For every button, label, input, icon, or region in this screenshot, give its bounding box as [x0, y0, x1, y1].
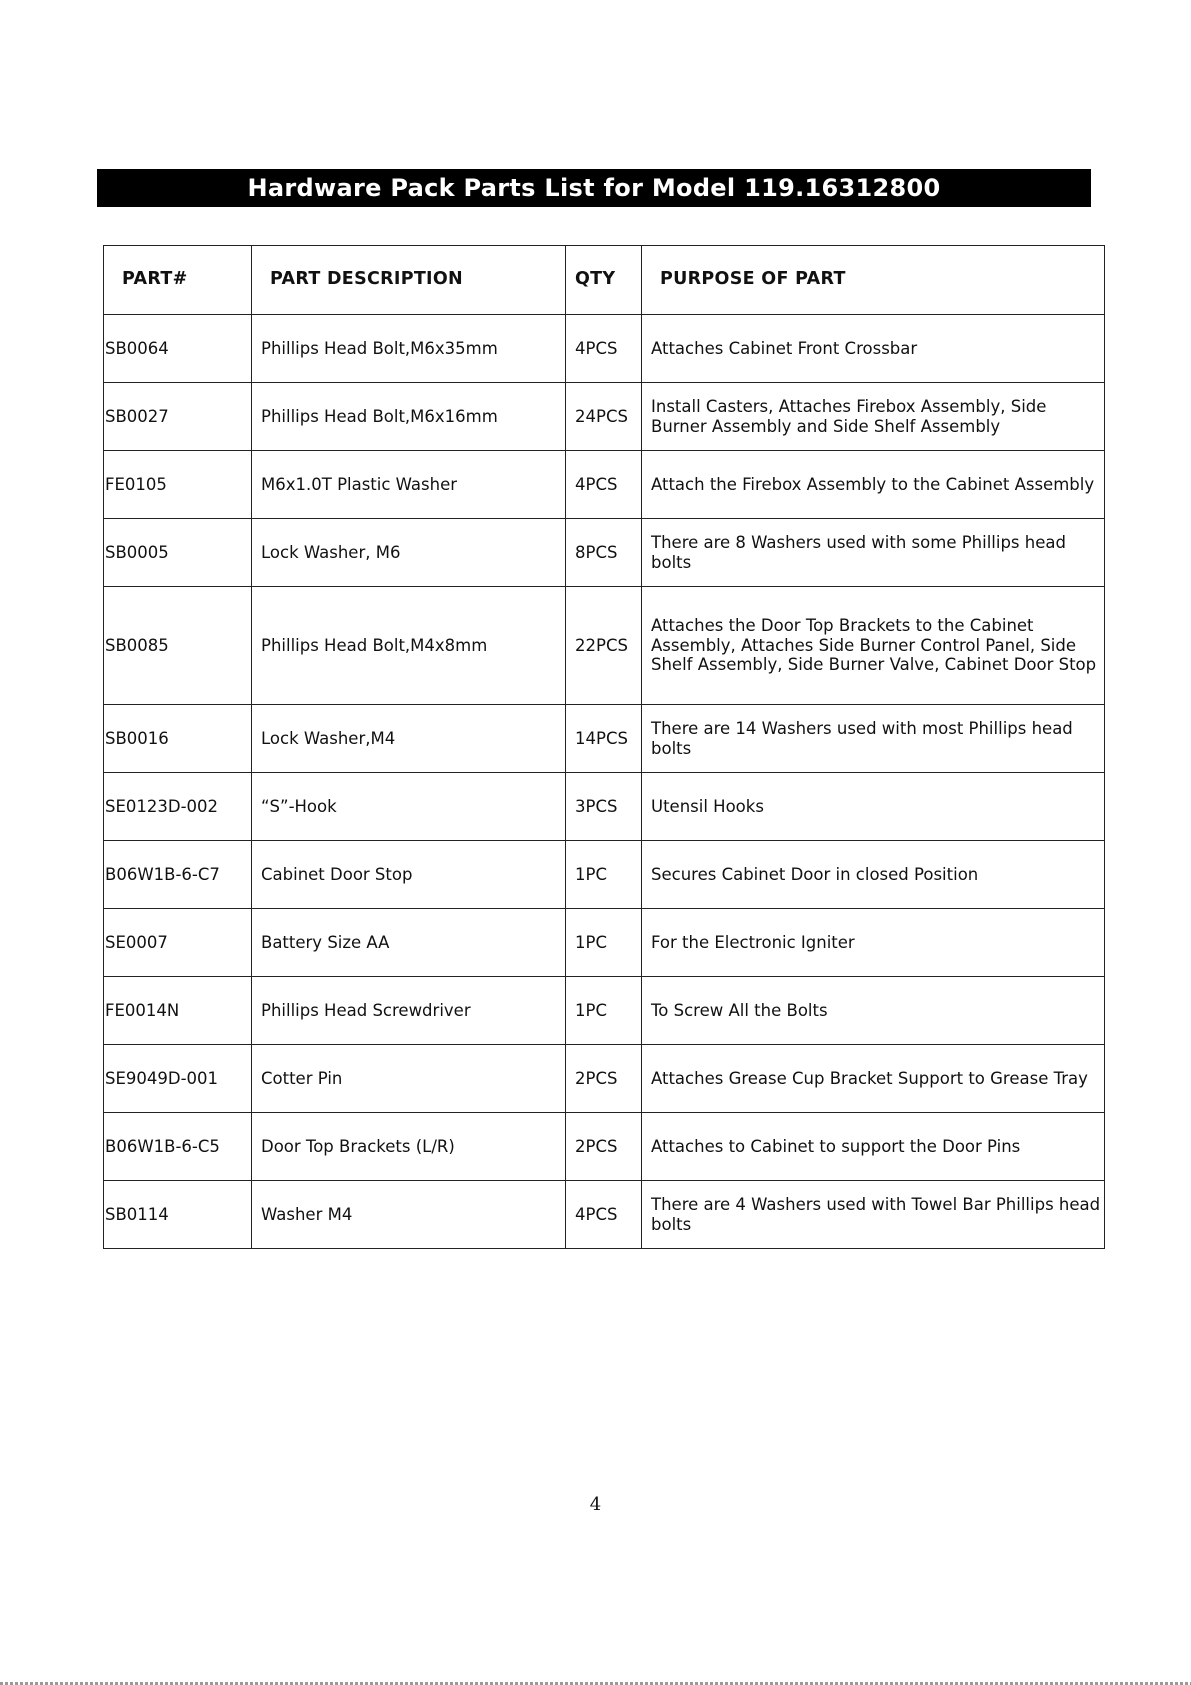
part-number: SB0016	[104, 705, 252, 773]
part-qty: 3PCS	[566, 773, 642, 841]
part-purpose: Attaches the Door Top Brackets to the Cabinet Assembly, Attaches Side Burner Control Panel, Side Shelf Assembly, Side Burner Valve, Cabinet Door Stop	[642, 587, 1105, 705]
part-number: SE0123D-002	[104, 773, 252, 841]
part-purpose: Secures Cabinet Door in closed Position	[642, 841, 1105, 909]
part-number: SB0085	[104, 587, 252, 705]
part-number: B06W1B-6-C7	[104, 841, 252, 909]
part-description: Cabinet Door Stop	[252, 841, 566, 909]
part-qty: 14PCS	[566, 705, 642, 773]
part-number: B06W1B-6-C5	[104, 1113, 252, 1181]
part-purpose: There are 4 Washers used with Towel Bar Phillips head bolts	[642, 1181, 1105, 1249]
part-purpose: Attach the Firebox Assembly to the Cabinet Assembly	[642, 451, 1105, 519]
part-description: Phillips Head Screwdriver	[252, 977, 566, 1045]
part-qty: 2PCS	[566, 1045, 642, 1113]
part-qty: 4PCS	[566, 1181, 642, 1249]
table-header-row	[104, 246, 1105, 315]
part-number: SB0064	[104, 315, 252, 383]
part-description: Lock Washer, M6	[252, 519, 566, 587]
part-number: FE0014N	[104, 977, 252, 1045]
part-purpose: Install Casters, Attaches Firebox Assembly, Side Burner Assembly and Side Shelf Assembly	[642, 383, 1105, 451]
part-description: Phillips Head Bolt,M6x35mm	[252, 315, 566, 383]
part-purpose: To Screw All the Bolts	[642, 977, 1105, 1045]
part-qty: 22PCS	[566, 587, 642, 705]
part-qty: 1PC	[566, 841, 642, 909]
part-number: SE0007	[104, 909, 252, 977]
part-purpose: Attaches Grease Cup Bracket Support to Grease Tray	[642, 1045, 1105, 1113]
table-row	[104, 773, 1105, 841]
part-purpose: There are 14 Washers used with most Phillips head bolts	[642, 705, 1105, 773]
parts-table	[103, 245, 1105, 1249]
part-purpose: Attaches to Cabinet to support the Door Pins	[642, 1113, 1105, 1181]
table-row	[104, 1045, 1105, 1113]
header-qty: QTY	[566, 246, 642, 315]
table-row	[104, 587, 1105, 705]
table-row	[104, 315, 1105, 383]
part-description: Phillips Head Bolt,M4x8mm	[252, 587, 566, 705]
part-purpose: Attaches Cabinet Front Crossbar	[642, 315, 1105, 383]
part-description: Washer M4	[252, 1181, 566, 1249]
part-qty: 4PCS	[566, 315, 642, 383]
table-row	[104, 705, 1105, 773]
header-purpose: PURPOSE OF PART	[642, 246, 1105, 315]
header-part-number: PART#	[104, 246, 252, 315]
header-part-description: PART DESCRIPTION	[252, 246, 566, 315]
table-row	[104, 383, 1105, 451]
table-row	[104, 519, 1105, 587]
part-number: SB0005	[104, 519, 252, 587]
document-title: Hardware Pack Parts List for Model 119.16312800	[97, 169, 1091, 207]
part-description: M6x1.0T Plastic Washer	[252, 451, 566, 519]
table-row	[104, 977, 1105, 1045]
part-purpose: For the Electronic Igniter	[642, 909, 1105, 977]
page-number: 4	[589, 1494, 602, 1515]
part-description: Door Top Brackets (L/R)	[252, 1113, 566, 1181]
part-number: SB0114	[104, 1181, 252, 1249]
part-qty: 2PCS	[566, 1113, 642, 1181]
part-purpose: Utensil Hooks	[642, 773, 1105, 841]
part-description: Phillips Head Bolt,M6x16mm	[252, 383, 566, 451]
part-number: SE9049D-001	[104, 1045, 252, 1113]
table-row	[104, 841, 1105, 909]
part-qty: 24PCS	[566, 383, 642, 451]
part-description: Lock Washer,M4	[252, 705, 566, 773]
part-qty: 1PC	[566, 909, 642, 977]
part-qty: 4PCS	[566, 451, 642, 519]
part-description: Cotter Pin	[252, 1045, 566, 1113]
part-number: SB0027	[104, 383, 252, 451]
part-number: FE0105	[104, 451, 252, 519]
table-row	[104, 451, 1105, 519]
part-description: “S”-Hook	[252, 773, 566, 841]
part-purpose: There are 8 Washers used with some Phillips head bolts	[642, 519, 1105, 587]
table-row	[104, 909, 1105, 977]
part-qty: 8PCS	[566, 519, 642, 587]
part-description: Battery Size AA	[252, 909, 566, 977]
table-row	[104, 1113, 1105, 1181]
part-qty: 1PC	[566, 977, 642, 1045]
table-row	[104, 1181, 1105, 1249]
